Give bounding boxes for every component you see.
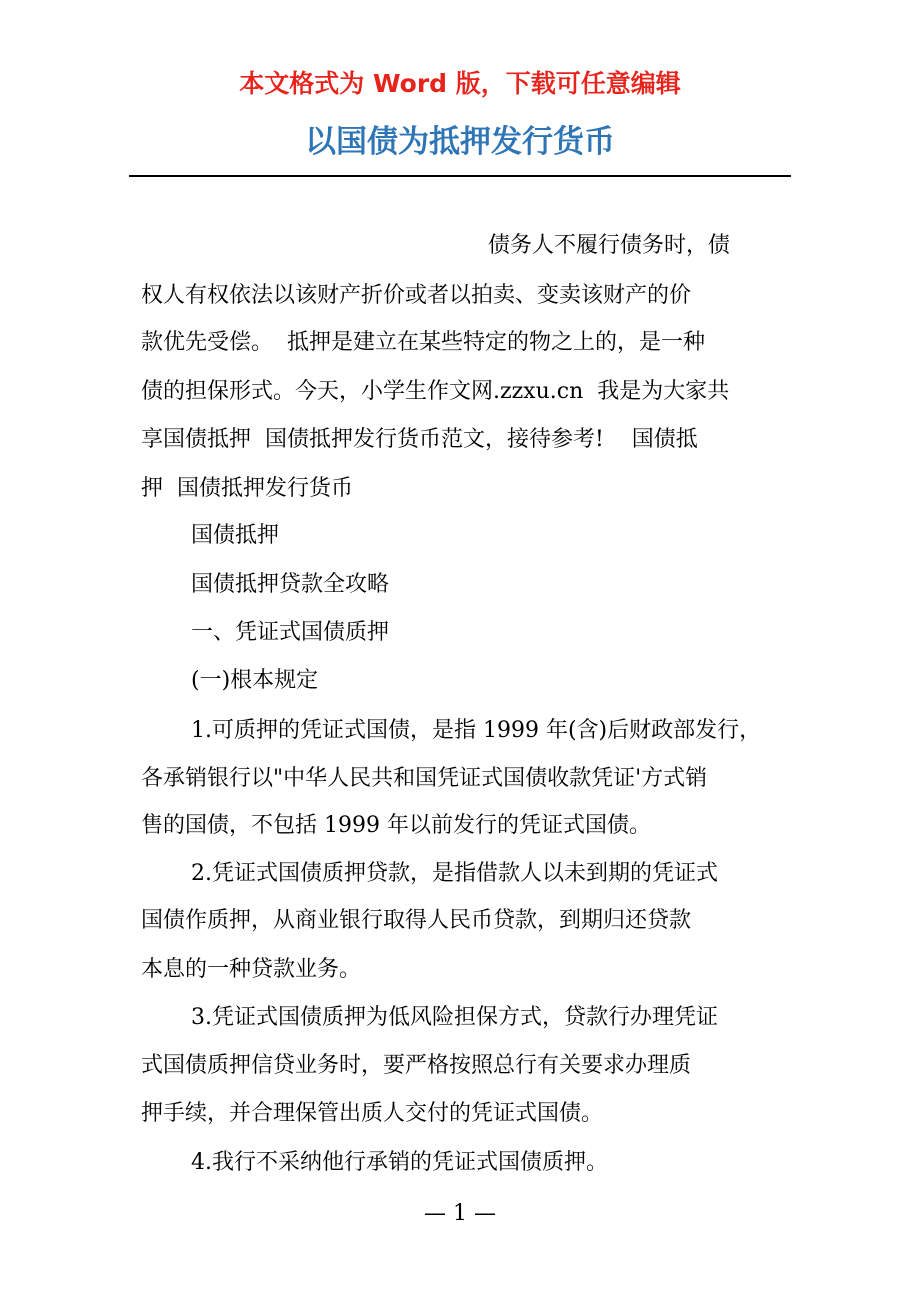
text-line: 国债作质押，从商业银行取得人民币贷款，到期归还贷款 <box>141 908 692 933</box>
text-line: 款优先受偿。 抵押是建立在某些特定的物之上的，是一种 <box>141 330 705 355</box>
text-line: 2.凭证式国债质押贷款，是指借款人以未到期的凭证式 <box>191 861 718 886</box>
text-line: 式国债质押信贷业务时，要严格按照总行有关要求办理质 <box>141 1053 692 1078</box>
download-notice: 本文格式为 Word 版，下载可任意编辑 <box>239 69 681 98</box>
text-line: 各承销银行以"中华人民共和国凭证式国债收款凭证'方式销 <box>141 766 708 791</box>
page-number: — 1 — <box>424 1201 496 1226</box>
text-line: 3.凭证式国债质押为低风险担保方式，贷款行办理凭证 <box>191 1005 718 1030</box>
text-line: 本息的一种贷款业务。 <box>141 957 362 982</box>
text-line: 售的国债，不包括 1999 年以前发行的凭证式国债。 <box>141 813 651 838</box>
text-line: 债的担保形式。今天，小学生作文网.zzxu.cn 我是为大家共 <box>141 379 730 404</box>
text-line: 享国债抵押 国债抵押发行货币范文，接待参考! 国债抵 <box>141 427 698 452</box>
heading-loan-guide: 国债抵押贷款全攻略 <box>191 572 390 597</box>
text-line: 1.可质押的凭证式国债，是指 1999 年(含)后财政部发行， <box>191 718 762 743</box>
text-line: 债务人不履行债务时，债 <box>488 233 731 258</box>
section-heading: 一、凭证式国债质押 <box>191 620 390 645</box>
title-divider <box>129 175 791 177</box>
page-title: 以国债为抵押发行货币 <box>305 124 615 160</box>
text-line: 权人有权依法以该财产折价或者以拍卖、变卖该财产的价 <box>141 283 692 308</box>
subsection-heading: (一)根本规定 <box>191 668 319 693</box>
paragraph-4: 4.我行不采纳他行承销的凭证式国债质押。 <box>191 1150 608 1175</box>
heading-bond-pledge: 国债抵押 <box>191 523 280 548</box>
text-line: 押 国债抵押发行货币 <box>141 476 353 501</box>
text-line: 押手续，并合理保管出质人交付的凭证式国债。 <box>141 1101 604 1126</box>
